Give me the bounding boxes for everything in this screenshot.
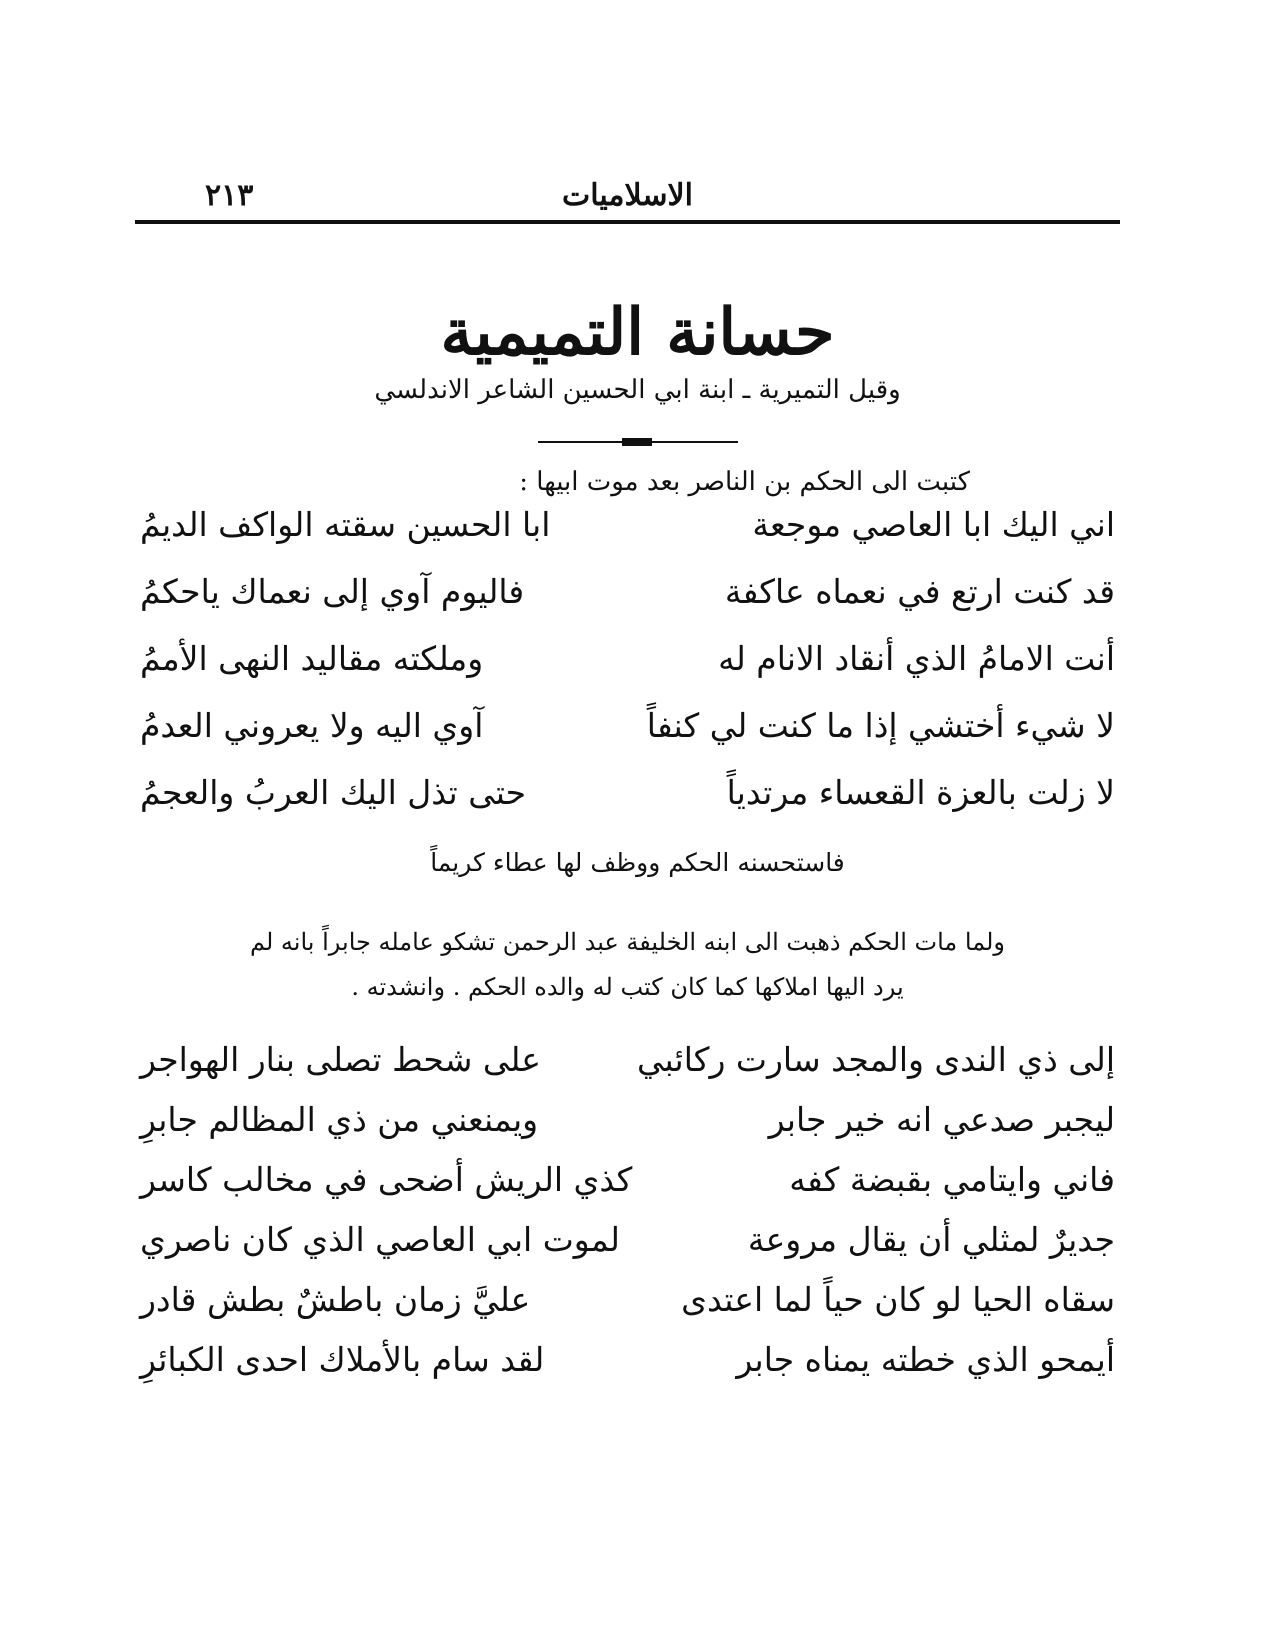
verse-line bbox=[140, 1220, 1115, 1280]
verse-first-hemistich: لا زلت بالعزة القعساء مرتدياً bbox=[726, 773, 1115, 812]
verse-first-hemistich: اني اليك ابا العاصي موجعة bbox=[752, 505, 1115, 544]
verse-line bbox=[140, 1340, 1115, 1400]
second-intro-line: يرد اليها املاكها كما كان كتب له والده الحكم . وانشدته . bbox=[351, 973, 904, 1001]
poem-subtitle: وقيل التميرية ـ ابنة ابي الحسين الشاعر الاندلسي bbox=[374, 375, 901, 405]
verse-line bbox=[140, 639, 1115, 699]
verse-second-hemistich: لقد سام بالأملاك احدى الكبائرِ bbox=[140, 1340, 545, 1379]
running-head bbox=[135, 178, 1120, 218]
verse-second-hemistich: آوي اليه ولا يعروني العدمُ bbox=[140, 706, 484, 745]
title-divider-ornament bbox=[622, 438, 652, 446]
verse-line bbox=[140, 572, 1115, 632]
verse-second-hemistich: ابا الحسين سقته الواكف الديمُ bbox=[140, 505, 551, 544]
poem-intro: كتبت الى الحكم بن الناصر بعد موت ابيها : bbox=[519, 467, 970, 497]
verse-line bbox=[140, 1040, 1115, 1100]
section-title: الاسلاميات bbox=[562, 178, 693, 213]
second-intro-line: ولما مات الحكم ذهبت الى ابنه الخليفة عبد الرحمن تشكو عامله جابراً بانه لم bbox=[250, 928, 1005, 956]
verse-second-hemistich: على شحط تصلى بنار الهواجر bbox=[140, 1040, 541, 1079]
verse-line bbox=[140, 706, 1115, 766]
header-rule bbox=[135, 220, 1120, 224]
verse-line bbox=[140, 773, 1115, 833]
verse-line bbox=[140, 1280, 1115, 1340]
verse-second-hemistich: حتى تذل اليك العربُ والعجمُ bbox=[140, 773, 527, 812]
verse-line bbox=[140, 505, 1115, 565]
verse-second-hemistich: عليَّ زمان باطشٌ بطش قادر bbox=[140, 1280, 531, 1319]
verse-first-hemistich: إلى ذي الندى والمجد سارت ركائبي bbox=[637, 1040, 1115, 1079]
verse-second-hemistich: فاليوم آوي إلى نعماك ياحكمُ bbox=[140, 572, 525, 611]
verse-first-hemistich: لا شيء أختشي إذا ما كنت لي كنفاً bbox=[646, 706, 1115, 745]
verse-first-hemistich: فاني وايتامي بقبضة كفه bbox=[789, 1160, 1115, 1199]
verse-first-hemistich: أنت الامامُ الذي أنقاد الانام له bbox=[718, 639, 1115, 678]
verse-first-hemistich: سقاه الحيا لو كان حياً لما اعتدى bbox=[681, 1280, 1115, 1319]
page-number: ٢١٣ bbox=[205, 178, 254, 213]
verse-first-hemistich: أيمحو الذي خطته يمناه جابر bbox=[736, 1340, 1115, 1379]
verse-second-hemistich: ويمنعني من ذي المظالم جابرِ bbox=[140, 1100, 539, 1139]
verse-line bbox=[140, 1160, 1115, 1220]
verse-first-hemistich: ليجبر صدعي انه خير جابر bbox=[768, 1100, 1115, 1139]
verse-first-hemistich: قد كنت ارتع في نعماه عاكفة bbox=[724, 572, 1115, 611]
verse-line bbox=[140, 1100, 1115, 1160]
closing-note: فاستحسنه الحكم ووظف لها عطاء كريماً bbox=[430, 848, 845, 877]
verse-second-hemistich: كذي الريش أضحى في مخالب كاسر bbox=[140, 1160, 633, 1199]
verse-first-hemistich: جديرٌ لمثلي أن يقال مروعة bbox=[747, 1220, 1115, 1259]
poem-title: حسانة التميمية bbox=[440, 295, 835, 370]
verse-second-hemistich: وملكته مقاليد النهى الأممُ bbox=[140, 639, 484, 678]
verse-second-hemistich: لموت ابي العاصي الذي كان ناصري bbox=[140, 1220, 620, 1259]
